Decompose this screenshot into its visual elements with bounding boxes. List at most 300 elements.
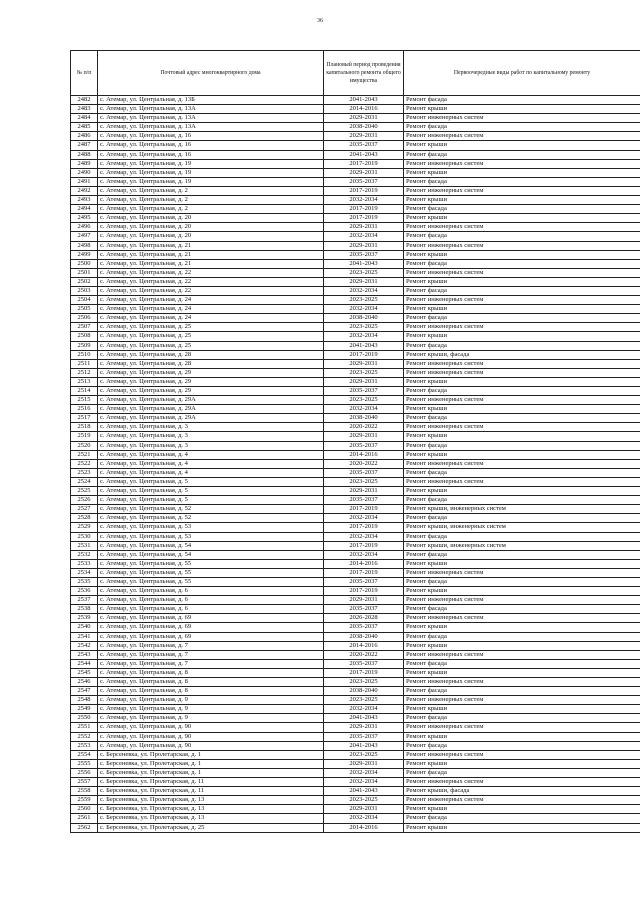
row-address: с. Атемар, ул. Центральная, д. 53 [98, 532, 324, 541]
table-row [71, 277, 640, 286]
header-period: Плановый период проведения капитального ремонта общего имущества [324, 51, 404, 96]
row-address: с. Атемар, ул. Центральная, д. 6 [98, 596, 324, 605]
row-address: с. Берсеневка, ул. Пролетарская, д. 13 [98, 796, 324, 805]
header-address: Почтовый адрес многоквартирного дома [98, 51, 324, 96]
table-row [71, 377, 640, 386]
row-number: 2509 [71, 341, 98, 350]
row-address: с. Атемар, ул. Центральная, д. 19 [98, 159, 324, 168]
row-address: с. Атемар, ул. Центральная, д. 5 [98, 496, 324, 505]
table-row [71, 532, 640, 541]
row-number: 2500 [71, 259, 98, 268]
row-period: 2017-2019 [324, 205, 404, 214]
table-row [71, 696, 640, 705]
table-row [71, 286, 640, 295]
row-number: 2518 [71, 423, 98, 432]
header-work: Первоочередные виды работ по капитальному ремонту [404, 51, 640, 96]
row-period: 2029-2031 [324, 377, 404, 386]
row-number: 2514 [71, 387, 98, 396]
row-address: с. Атемар, ул. Центральная, д. 20 [98, 214, 324, 223]
table-row [71, 368, 640, 377]
row-address: с. Атемар, ул. Центральная, д. 28 [98, 359, 324, 368]
row-address: с. Атемар, ул. Центральная, д. 16 [98, 150, 324, 159]
row-period: 2038-2040 [324, 414, 404, 423]
row-period: 2029-2031 [324, 223, 404, 232]
row-period: 2035-2037 [324, 250, 404, 259]
table-row [71, 614, 640, 623]
table-row [71, 114, 640, 123]
row-number: 2488 [71, 150, 98, 159]
row-number: 2496 [71, 223, 98, 232]
row-number: 2487 [71, 141, 98, 150]
row-number: 2520 [71, 441, 98, 450]
row-work: Ремонт фасада [404, 387, 640, 396]
row-number: 2542 [71, 641, 98, 650]
row-address: с. Атемар, ул. Центральная, д. 53 [98, 523, 324, 532]
row-number: 2489 [71, 159, 98, 168]
row-number: 2504 [71, 296, 98, 305]
table-row [71, 450, 640, 459]
table-row [71, 523, 640, 532]
table-row [71, 605, 640, 614]
table-row [71, 796, 640, 805]
row-address: с. Атемар, ул. Центральная, д. 54 [98, 550, 324, 559]
row-work: Ремонт фасада [404, 814, 640, 823]
row-number: 2562 [71, 823, 98, 832]
row-address: с. Берсеневка, ул. Пролетарская, д. 13 [98, 814, 324, 823]
repair-schedule-table [70, 50, 640, 833]
row-address: с. Атемар, ул. Центральная, д. 54 [98, 541, 324, 550]
row-number: 2503 [71, 286, 98, 295]
table-row [71, 596, 640, 605]
row-address: с. Атемар, ул. Центральная, д. 90 [98, 723, 324, 732]
row-work: Ремонт инженерных систем [404, 368, 640, 377]
table-row [71, 241, 640, 250]
row-address: с. Берсеневка, ул. Пролетарская, д. 13 [98, 805, 324, 814]
row-work: Ремонт крыши [404, 823, 640, 832]
table-row [71, 359, 640, 368]
row-period: 2023-2025 [324, 796, 404, 805]
table-row [71, 505, 640, 514]
row-address: с. Атемар, ул. Центральная, д. 29 [98, 377, 324, 386]
row-number: 2492 [71, 186, 98, 195]
row-address: с. Атемар, ул. Центральная, д. 22 [98, 277, 324, 286]
row-number: 2519 [71, 432, 98, 441]
table-row [71, 150, 640, 159]
table-row [71, 759, 640, 768]
row-period: 2017-2019 [324, 214, 404, 223]
row-period: 2023-2025 [324, 678, 404, 687]
table-row [71, 714, 640, 723]
row-work: Ремонт крыши [404, 623, 640, 632]
row-work: Ремонт крыши [404, 559, 640, 568]
row-work: Ремонт инженерных систем [404, 614, 640, 623]
row-period: 2035-2037 [324, 496, 404, 505]
row-work: Ремонт крыши, инженерных систем [404, 523, 640, 532]
table-row [71, 423, 640, 432]
table-row [71, 741, 640, 750]
table-row [71, 468, 640, 477]
row-period: 2032-2034 [324, 332, 404, 341]
row-number: 2528 [71, 514, 98, 523]
row-work: Ремонт фасада [404, 514, 640, 523]
row-work: Ремонт инженерных систем [404, 477, 640, 486]
row-address: с. Атемар, ул. Центральная, д. 52 [98, 505, 324, 514]
row-number: 2530 [71, 532, 98, 541]
row-work: Ремонт инженерных систем [404, 796, 640, 805]
row-address: с. Атемар, ул. Центральная, д. 6 [98, 605, 324, 614]
row-period: 2035-2037 [324, 441, 404, 450]
table-row [71, 477, 640, 486]
table-row [71, 487, 640, 496]
row-work: Ремонт инженерных систем [404, 223, 640, 232]
table-row [71, 641, 640, 650]
row-period: 2038-2040 [324, 123, 404, 132]
row-work: Ремонт инженерных систем [404, 241, 640, 250]
row-number: 2535 [71, 577, 98, 586]
row-period: 2035-2037 [324, 659, 404, 668]
row-address: с. Атемар, ул. Центральная, д. 8 [98, 668, 324, 677]
row-work: Ремонт крыши [404, 168, 640, 177]
table-row [71, 405, 640, 414]
table-row [71, 496, 640, 505]
row-number: 2497 [71, 232, 98, 241]
row-period: 2023-2025 [324, 750, 404, 759]
row-number: 2557 [71, 778, 98, 787]
row-number: 2490 [71, 168, 98, 177]
row-number: 2526 [71, 496, 98, 505]
row-number: 2495 [71, 214, 98, 223]
row-number: 2546 [71, 678, 98, 687]
row-period: 2029-2031 [324, 596, 404, 605]
row-work: Ремонт инженерных систем [404, 750, 640, 759]
table-row [71, 314, 640, 323]
row-number: 2539 [71, 614, 98, 623]
row-period: 2029-2031 [324, 168, 404, 177]
table-row [71, 805, 640, 814]
row-number: 2517 [71, 414, 98, 423]
row-work: Ремонт фасада [404, 605, 640, 614]
row-number: 2560 [71, 805, 98, 814]
row-period: 2035-2037 [324, 177, 404, 186]
row-address: с. Атемар, ул. Центральная, д. 9 [98, 714, 324, 723]
row-period: 2032-2034 [324, 232, 404, 241]
row-work: Ремонт инженерных систем [404, 296, 640, 305]
row-work: Ремонт фасада [404, 205, 640, 214]
row-address: с. Берсеневка, ул. Пролетарская, д. 11 [98, 778, 324, 787]
row-work: Ремонт инженерных систем [404, 159, 640, 168]
row-work: Ремонт фасада [404, 123, 640, 132]
row-work: Ремонт инженерных систем [404, 359, 640, 368]
row-work: Ремонт инженерных систем [404, 323, 640, 332]
row-period: 2023-2025 [324, 268, 404, 277]
table-row [71, 768, 640, 777]
row-number: 2550 [71, 714, 98, 723]
table-row [71, 732, 640, 741]
row-period: 2032-2034 [324, 778, 404, 787]
row-number: 2538 [71, 605, 98, 614]
row-number: 2513 [71, 377, 98, 386]
table-row [71, 250, 640, 259]
row-period: 2029-2031 [324, 723, 404, 732]
row-number: 2510 [71, 350, 98, 359]
row-number: 2537 [71, 596, 98, 605]
row-work: Ремонт крыши, инженерных систем [404, 505, 640, 514]
row-address: с. Атемар, ул. Центральная, д. 2 [98, 205, 324, 214]
row-period: 2041-2043 [324, 150, 404, 159]
row-work: Ремонт крыши [404, 705, 640, 714]
row-work: Ремонт инженерных систем [404, 568, 640, 577]
row-work: Ремонт фасада [404, 687, 640, 696]
row-number: 2540 [71, 623, 98, 632]
row-period: 2035-2037 [324, 468, 404, 477]
row-work: Ремонт инженерных систем [404, 650, 640, 659]
row-number: 2549 [71, 705, 98, 714]
table-row [71, 387, 640, 396]
row-work: Ремонт фасада [404, 714, 640, 723]
row-address: с. Атемар, ул. Центральная, д. 13А [98, 114, 324, 123]
row-work: Ремонт крыши [404, 305, 640, 314]
row-period: 2023-2025 [324, 323, 404, 332]
row-work: Ремонт фасада [404, 259, 640, 268]
row-period: 2029-2031 [324, 241, 404, 250]
row-address: с. Берсеневка, ул. Пролетарская, д. 11 [98, 787, 324, 796]
row-address: с. Атемар, ул. Центральная, д. 5 [98, 487, 324, 496]
row-work: Ремонт инженерных систем [404, 268, 640, 277]
header-num: № п/п [71, 51, 98, 96]
row-period: 2023-2025 [324, 696, 404, 705]
row-period: 2035-2037 [324, 732, 404, 741]
row-address: с. Берсеневка, ул. Пролетарская, д. 25 [98, 823, 324, 832]
row-address: с. Атемар, ул. Центральная, д. 22 [98, 268, 324, 277]
row-work: Ремонт крыши [404, 641, 640, 650]
table-row [71, 296, 640, 305]
row-period: 2041-2043 [324, 787, 404, 796]
row-number: 2532 [71, 550, 98, 559]
row-number: 2525 [71, 487, 98, 496]
row-period: 2023-2025 [324, 396, 404, 405]
table-row [71, 577, 640, 586]
table-header-row [71, 51, 640, 96]
row-period: 2017-2019 [324, 668, 404, 677]
table-row [71, 232, 640, 241]
row-work: Ремонт фасада [404, 150, 640, 159]
row-period: 2014-2016 [324, 450, 404, 459]
row-work: Ремонт фасада [404, 96, 640, 105]
row-work: Ремонт инженерных систем [404, 678, 640, 687]
row-period: 2032-2034 [324, 550, 404, 559]
table-row [71, 705, 640, 714]
row-work: Ремонт крыши [404, 105, 640, 114]
row-work: Ремонт фасада [404, 550, 640, 559]
row-number: 2523 [71, 468, 98, 477]
row-number: 2521 [71, 450, 98, 459]
row-address: с. Атемар, ул. Центральная, д. 7 [98, 650, 324, 659]
table-row [71, 814, 640, 823]
row-address: с. Атемар, ул. Центральная, д. 13А [98, 105, 324, 114]
table-row [71, 414, 640, 423]
row-number: 2554 [71, 750, 98, 759]
row-address: с. Атемар, ул. Центральная, д. 21 [98, 259, 324, 268]
table-row [71, 750, 640, 759]
row-address: с. Атемар, ул. Центральная, д. 20 [98, 223, 324, 232]
row-period: 2017-2019 [324, 350, 404, 359]
table-row [71, 177, 640, 186]
row-work: Ремонт крыши [404, 432, 640, 441]
table-row [71, 687, 640, 696]
row-number: 2541 [71, 632, 98, 641]
row-work: Ремонт крыши [404, 450, 640, 459]
row-work: Ремонт крыши [404, 277, 640, 286]
row-work: Ремонт крыши [404, 332, 640, 341]
row-address: с. Атемар, ул. Центральная, д. 8 [98, 678, 324, 687]
row-address: с. Атемар, ул. Центральная, д. 29А [98, 396, 324, 405]
table-row [71, 214, 640, 223]
row-address: с. Атемар, ул. Центральная, д. 7 [98, 659, 324, 668]
row-work: Ремонт инженерных систем [404, 396, 640, 405]
row-work: Ремонт крыши [404, 214, 640, 223]
row-period: 2020-2022 [324, 459, 404, 468]
row-number: 2534 [71, 568, 98, 577]
table-row [71, 332, 640, 341]
row-work: Ремонт фасада [404, 177, 640, 186]
row-number: 2551 [71, 723, 98, 732]
row-period: 2017-2019 [324, 587, 404, 596]
row-address: с. Атемар, ул. Центральная, д. 90 [98, 732, 324, 741]
table-row [71, 186, 640, 195]
row-period: 2032-2034 [324, 196, 404, 205]
row-number: 2555 [71, 759, 98, 768]
row-number: 2508 [71, 332, 98, 341]
row-address: с. Атемар, ул. Центральная, д. 21 [98, 241, 324, 250]
table-row [71, 587, 640, 596]
row-number: 2483 [71, 105, 98, 114]
row-address: с. Атемар, ул. Центральная, д. 52 [98, 514, 324, 523]
row-work: Ремонт фасада [404, 314, 640, 323]
row-address: с. Атемар, ул. Центральная, д. 3 [98, 423, 324, 432]
row-period: 2017-2019 [324, 505, 404, 514]
row-work: Ремонт инженерных систем [404, 459, 640, 468]
row-work: Ремонт фасада [404, 441, 640, 450]
row-period: 2038-2040 [324, 314, 404, 323]
table-body [71, 96, 640, 833]
row-address: с. Атемар, ул. Центральная, д. 2 [98, 196, 324, 205]
row-address: с. Атемар, ул. Центральная, д. 16 [98, 141, 324, 150]
row-address: с. Атемар, ул. Центральная, д. 69 [98, 614, 324, 623]
row-address: с. Атемар, ул. Центральная, д. 19 [98, 177, 324, 186]
row-period: 2029-2031 [324, 805, 404, 814]
table-row [71, 341, 640, 350]
row-period: 2032-2034 [324, 305, 404, 314]
row-number: 2501 [71, 268, 98, 277]
row-work: Ремонт крыши [404, 405, 640, 414]
table-row [71, 787, 640, 796]
row-period: 2035-2037 [324, 577, 404, 586]
row-work: Ремонт крыши, фасада [404, 787, 640, 796]
row-work: Ремонт фасада [404, 286, 640, 295]
row-period: 2041-2043 [324, 714, 404, 723]
row-number: 2553 [71, 741, 98, 750]
row-address: с. Атемар, ул. Центральная, д. 29А [98, 405, 324, 414]
row-address: с. Атемар, ул. Центральная, д. 25 [98, 332, 324, 341]
row-address: с. Атемар, ул. Центральная, д. 21 [98, 250, 324, 259]
row-number: 2544 [71, 659, 98, 668]
row-number: 2516 [71, 405, 98, 414]
row-address: с. Атемар, ул. Центральная, д. 29А [98, 414, 324, 423]
row-period: 2041-2043 [324, 259, 404, 268]
row-number: 2556 [71, 768, 98, 777]
row-period: 2035-2037 [324, 605, 404, 614]
row-work: Ремонт крыши [404, 250, 640, 259]
row-work: Ремонт крыши [404, 668, 640, 677]
table-row [71, 305, 640, 314]
row-period: 2014-2016 [324, 559, 404, 568]
row-address: с. Атемар, ул. Центральная, д. 4 [98, 450, 324, 459]
row-period: 2029-2031 [324, 277, 404, 286]
row-number: 2527 [71, 505, 98, 514]
row-work: Ремонт инженерных систем [404, 186, 640, 195]
row-work: Ремонт фасада [404, 414, 640, 423]
row-period: 2035-2037 [324, 387, 404, 396]
row-period: 2029-2031 [324, 359, 404, 368]
row-period: 2014-2016 [324, 105, 404, 114]
row-address: с. Атемар, ул. Центральная, д. 5 [98, 477, 324, 486]
table-row [71, 123, 640, 132]
row-period: 2017-2019 [324, 523, 404, 532]
row-number: 2506 [71, 314, 98, 323]
row-period: 2035-2037 [324, 141, 404, 150]
table-row [71, 823, 640, 832]
table-row [71, 396, 640, 405]
row-work: Ремонт крыши, инженерных систем [404, 541, 640, 550]
row-work: Ремонт крыши [404, 487, 640, 496]
table-row [71, 559, 640, 568]
table-row [71, 778, 640, 787]
table-row [71, 141, 640, 150]
row-number: 2493 [71, 196, 98, 205]
row-number: 2548 [71, 696, 98, 705]
row-work: Ремонт крыши [404, 141, 640, 150]
row-work: Ремонт крыши [404, 805, 640, 814]
row-address: с. Атемар, ул. Центральная, д. 6 [98, 587, 324, 596]
table-row [71, 268, 640, 277]
row-number: 2545 [71, 668, 98, 677]
table-row [71, 678, 640, 687]
table-row [71, 205, 640, 214]
row-address: с. Атемар, ул. Центральная, д. 13А [98, 123, 324, 132]
row-address: с. Берсеневка, ул. Пролетарская, д. 1 [98, 768, 324, 777]
row-address: с. Атемар, ул. Центральная, д. 25 [98, 323, 324, 332]
row-work: Ремонт фасада [404, 659, 640, 668]
row-work: Ремонт фасада [404, 468, 640, 477]
row-address: с. Атемар, ул. Центральная, д. 69 [98, 623, 324, 632]
row-period: 2020-2022 [324, 423, 404, 432]
row-work: Ремонт крыши [404, 196, 640, 205]
row-work: Ремонт крыши [404, 732, 640, 741]
row-address: с. Атемар, ул. Центральная, д. 24 [98, 296, 324, 305]
row-period: 2026-2028 [324, 614, 404, 623]
row-number: 2561 [71, 814, 98, 823]
table-row [71, 723, 640, 732]
row-number: 2507 [71, 323, 98, 332]
row-period: 2032-2034 [324, 286, 404, 295]
row-period: 2041-2043 [324, 741, 404, 750]
table-row [71, 159, 640, 168]
row-address: с. Атемар, ул. Центральная, д. 3 [98, 432, 324, 441]
row-period: 2032-2034 [324, 514, 404, 523]
row-address: с. Атемар, ул. Центральная, д. 28 [98, 350, 324, 359]
row-address: с. Атемар, ул. Центральная, д. 4 [98, 468, 324, 477]
row-period: 2038-2040 [324, 687, 404, 696]
